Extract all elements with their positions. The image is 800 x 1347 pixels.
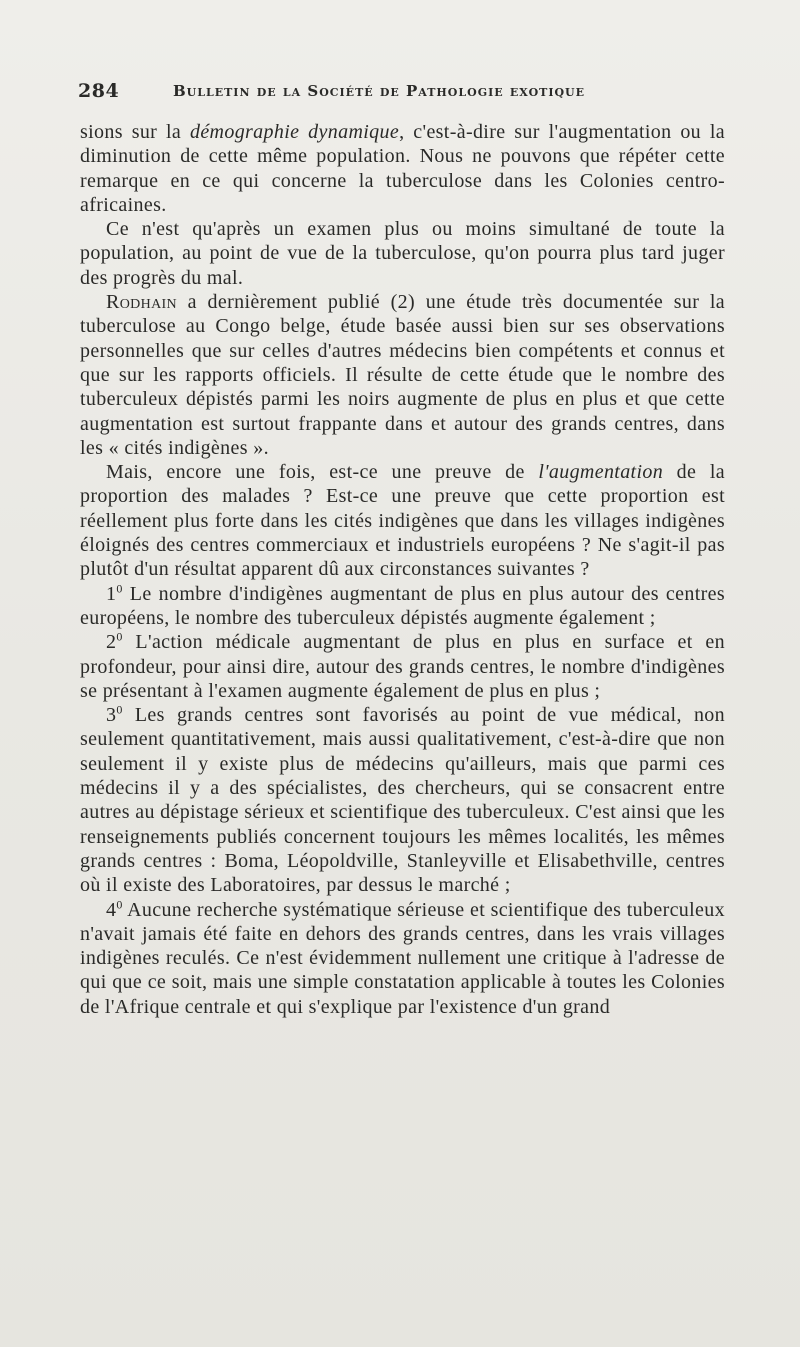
paragraph-text: Mais, encore une fois, est-ce une preuve de [106,461,539,484]
paragraph [80,582,725,631]
paragraph-text: a dernièrement publié (2) une étude très documentée sur la tuberculose au Congo belge, étude basée aussi bien sur ses observations personnelles que sur celles d'autres médecins bien compétents et connus et que sur les rapports officiels. Il résulte de cette étude que le nombre des tuberculeux dépistés parmi les noirs augmente de plus en plus et que cette augmentation est surtout frappante dans et autour des grands centres, dans les « cités indigènes ». [80,291,725,459]
page-header [78,80,730,110]
paragraph-text: , c'est-à-dire sur l'augmentation ou la diminution de cette même population. Nous ne pouvons que répéter cette remarque en ce qui concerne la tuberculose dans les Colonies centro-africaines. [80,121,725,216]
running-title: Bulletin de la Société de Pathologie exotique [173,82,586,100]
paragraph [80,217,725,290]
paragraph-text: Les grands centres sont favorisés au point de vue médical, non seulement quantitativement, mais aussi qualitativement, c'est-à-dire que non seulement il y existe plus de médecins qu'ailleurs, mais que parmi ces médecins il y a des spécialistes, des chercheurs, qui se consacrent entre autres au dépistage sérieux et scientifique des tuberculeux. C'est ainsi que les renseignements publiés concernent toujours les mêmes localités, les mêmes grands centres : Boma, Léopoldville, Stanleyville et Elisabethville, centres où il existe des Laboratoires, par dessus le marché ; [80,704,725,897]
ordinal-mark: 0 [116,580,123,595]
paragraph [80,630,725,703]
italic-text: l'augmentation [538,461,664,484]
paragraph-text: 1 [106,582,117,605]
paragraph-text: sions sur la [80,121,190,143]
italic-text: démographie dynamique [189,121,400,143]
paragraph [80,898,725,1019]
paragraph-text: 3 [106,704,117,727]
paragraph [80,703,725,897]
paragraph-text: Le nombre d'indigènes augmentant de plus en plus autour des centres européens, le nombre des tuberculeux dépistés augmente également ; [80,582,725,629]
paragraph-text: L'action médicale augmentant de plus en plus en surface et en profondeur, pour ainsi dire, autour des grands centres, le nombre d'indigènes se présentant à l'examen augmente également de plus en plus ; [80,631,725,702]
paragraph [80,290,725,460]
paragraph-text: 4 [106,898,117,921]
paragraph-text: Aucune recherche systématique sérieuse et scientifique des tuberculeux n'avait jamais été faite en dehors des grands centres, dans les vrais villages indigènes reculés. Ce n'est évidemment nullement une critique à l'adresse de qui que ce soit, mais une simple constatation applicable à toutes les Colonies de l'Afrique centrale et qui s'explique par l'existence d'un grand [80,898,725,1018]
page-number: 284 [78,80,120,102]
ordinal-mark: 0 [116,702,123,717]
paragraph-text: 2 [106,631,117,654]
paragraph [80,120,725,217]
paragraph-text: Ce n'est qu'après un examen plus ou moins simultané de toute la population, au point de vue de la tuberculose, qu'on pourra plus tard juger des progrès du mal. [80,218,725,289]
author-name: Rodhain [106,291,178,314]
paragraph [80,460,725,581]
body-text [80,120,725,1019]
paragraph-text: de la proportion des malades ? Est-ce une preuve que cette proportion est réellement plus forte dans les cités indigènes que dans les villages indigènes éloignés des centres commerciaux et industriels européens ? Ne s'agit-il pas plutôt d'un résultat apparent dû aux circonstances suivantes ? [80,461,725,581]
ordinal-mark: 0 [116,629,123,644]
ordinal-mark: 0 [116,896,123,911]
